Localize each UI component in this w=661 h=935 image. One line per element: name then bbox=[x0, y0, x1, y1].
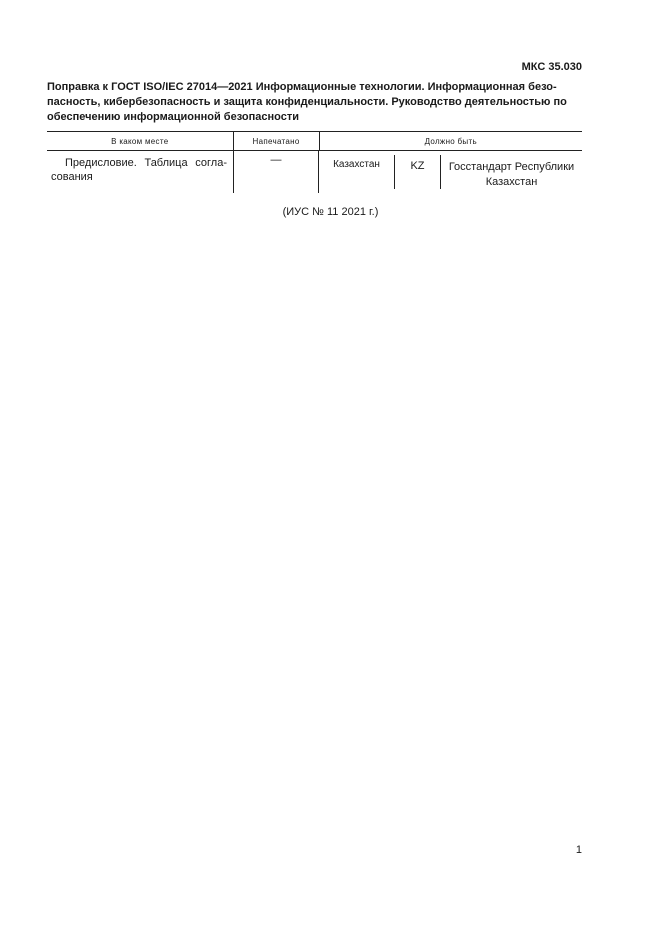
ius-reference: (ИУС № 11 2021 г.) bbox=[282, 206, 379, 218]
correction-table bbox=[47, 131, 582, 193]
document-title bbox=[47, 80, 582, 125]
cell-where-line-1: Предисловие. Таблица согла- bbox=[65, 157, 227, 169]
cell-where-line-2: сования bbox=[51, 171, 93, 183]
cell-country: Казахстан bbox=[333, 159, 380, 170]
classification-code: МКС 35.030 bbox=[521, 61, 582, 73]
title-line-3: обеспечению информационной безопасности bbox=[47, 111, 300, 123]
header-where: В каком месте bbox=[111, 136, 169, 146]
page-number: 1 bbox=[575, 844, 582, 856]
header-should-be: Должно быть bbox=[319, 132, 583, 150]
cell-organization bbox=[440, 155, 582, 189]
cell-where bbox=[47, 151, 233, 193]
table-row bbox=[47, 151, 582, 193]
cell-organization-line-1: Госстандарт Республики bbox=[448, 161, 575, 173]
cell-printed: — bbox=[233, 151, 318, 193]
cell-country-code: KZ bbox=[394, 155, 440, 189]
cell-organization-line-2: Казахстан bbox=[485, 176, 538, 188]
title-line-2: пасность, кибербезопасность и защита конфиденциальности. Руководство деятельностью по bbox=[47, 96, 567, 108]
title-line-1: Поправка к ГОСТ ISO/IEC 27014—2021 Информационные технологии. Информационная безо- bbox=[47, 81, 557, 93]
table-header-row bbox=[47, 131, 582, 151]
header-printed: Напечатано bbox=[233, 132, 319, 150]
cell-should-be bbox=[318, 151, 582, 193]
